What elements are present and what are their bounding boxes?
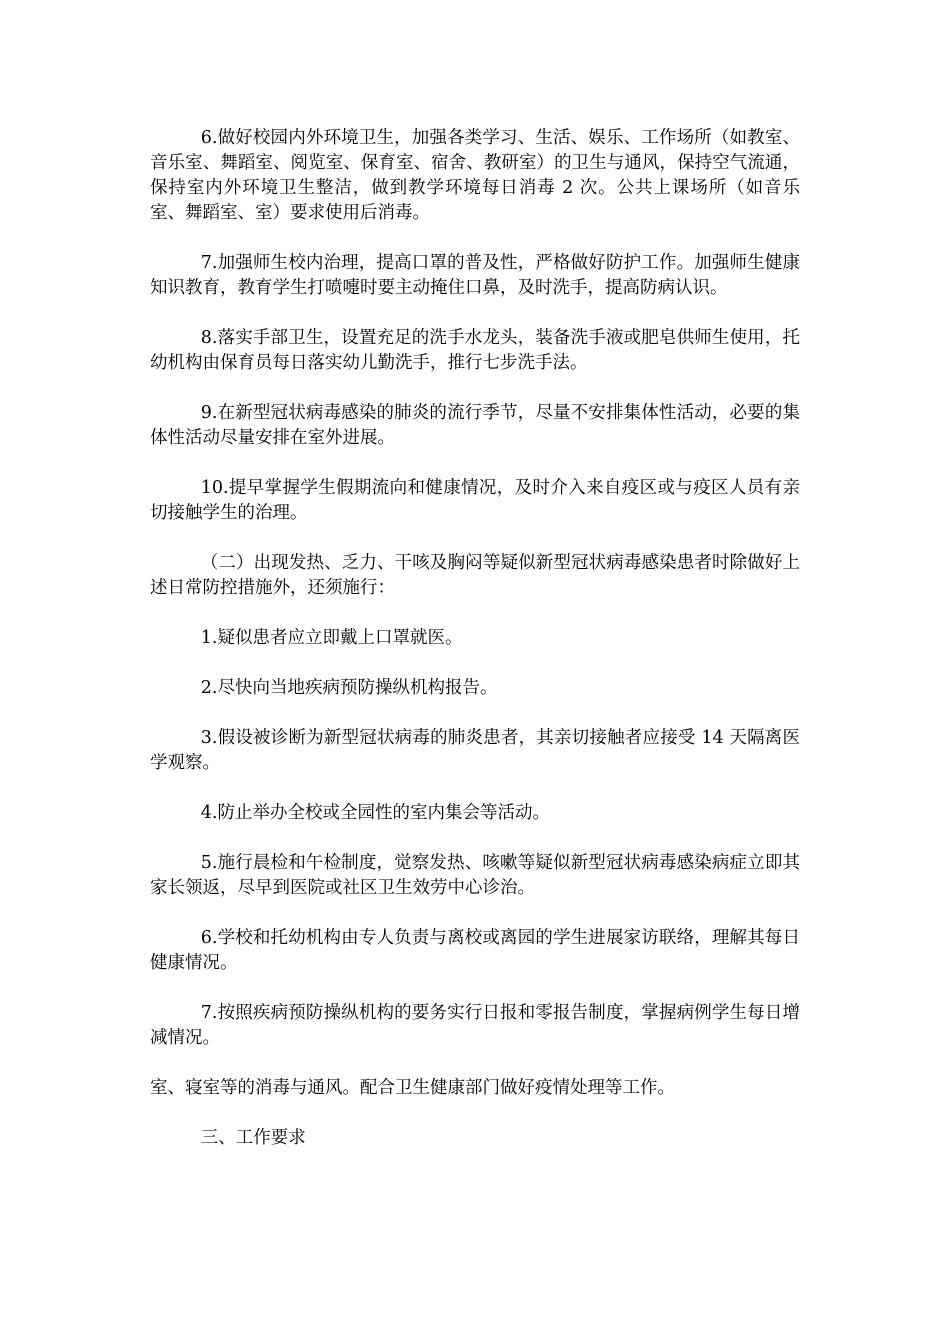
list-item-2-report-cdc: 2.尽快向当地疾病预防操纵机构报告。 [200,678,498,698]
section-2-suspected-cases: （二）出现发热、乏力、干咳及胸闷等疑似新型冠状病毒感染患者时除做好上述日常防控措施外，还须施行： [150,553,800,598]
list-item-1-seek-medical-care: 1.疑似患者应立即戴上口罩就医。 [200,628,463,648]
paragraph-8-hand-hygiene: 8.落实手部卫生，设置充足的洗手水龙头，装备洗手液或肥皂供师生使用，托幼机构由保育员每日落实幼儿勤洗手，推行七步洗手法。 [150,328,800,373]
list-item-4-avoid-gatherings: 4.防止举办全校或全园性的室内集会等活动。 [200,803,550,823]
list-item-3-close-contact-quarantine: 3.假设被诊断为新型冠状病毒的肺炎患者，其亲切接触者应接受 14 天隔离医学观察。 [150,728,800,773]
paragraph-9-group-activities: 9.在新型冠状病毒感染的肺炎的流行季节，尽量不安排集体性活动，必要的集体性活动尽量安排在室外进展。 [150,403,800,448]
list-item-5-health-checks: 5.施行晨检和午检制度，觉察发热、咳嗽等疑似新型冠状病毒感染病症立即其家长领返，尽早到医院或社区卫生效劳中心诊治。 [150,853,800,898]
paragraph-7-teacher-student-management: 7.加强师生校内治理，提高口罩的普及性，严格做好防护工作。加强师生健康知识教育，教育学生打喷嚏时要主动掩住口鼻，及时洗手，提高防病认识。 [150,253,800,298]
list-item-6-home-visits: 6.学校和托幼机构由专人负责与离校或离园的学生进展家访联络，理解其每日健康情况。 [150,928,800,973]
section-3-heading: 三、工作要求 [200,1128,306,1148]
document-page [150,126,800,1176]
list-item-7-daily-reporting: 7.按照疾病预防操纵机构的要务实行日报和零报告制度，掌握病例学生每日增减情况。 [150,1003,800,1048]
paragraph-6-environment-hygiene: 6.做好校园内外环境卫生，加强各类学习、生活、娱乐、工作场所（如教室、音乐室、舞蹈室、阅览室、保育室、宿舍、教研室）的卫生与通风，保持空气流通，保持室内外环境卫生整洁，做到教学环境每日消毒 2 次。公共上课场所（如音乐室、舞蹈室、室）要求使用后消毒。 [150,128,800,223]
paragraph-disinfection-fragment: 室、寝室等的消毒与通风。配合卫生健康部门做好疫情处理等工作。 [150,1078,675,1098]
paragraph-10-holiday-tracking: 10.提早掌握学生假期流向和健康情况，及时介入来自疫区或与疫区人员有亲切接触学生的治理。 [150,478,800,523]
